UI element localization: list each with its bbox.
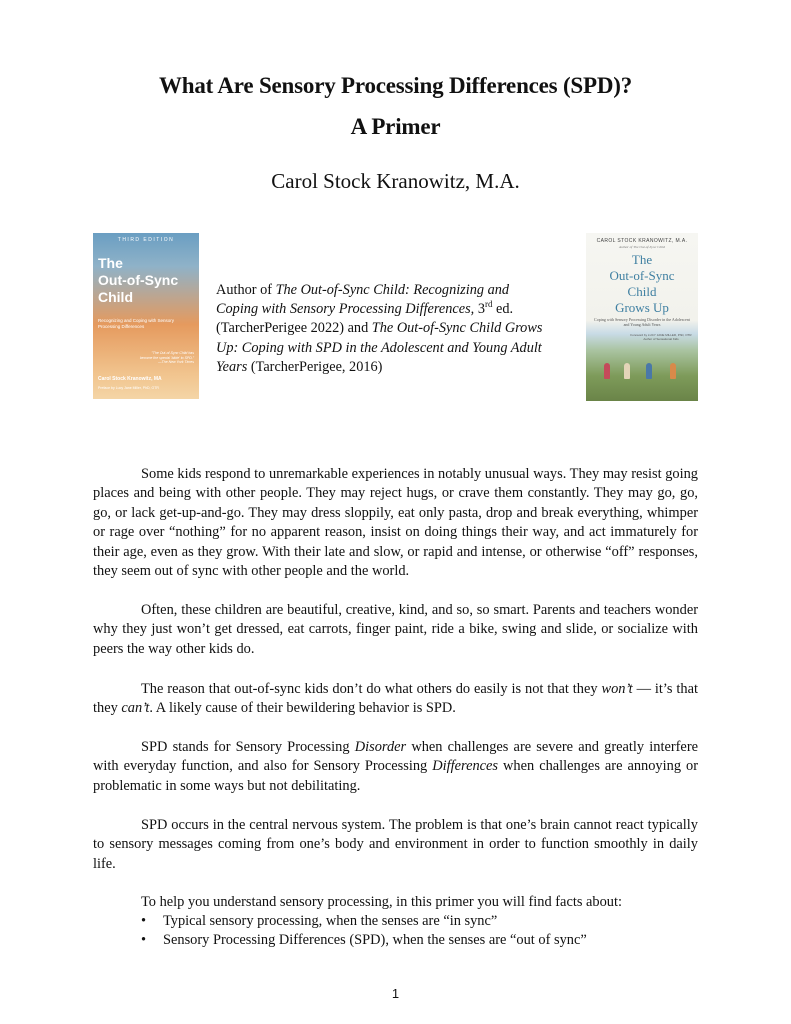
- bullet-marker: •: [141, 913, 147, 929]
- cover-photo-figure: [624, 363, 630, 379]
- document-title: What Are Sensory Processing Differences (SPD)?: [158, 73, 633, 98]
- paragraph-definition: SPD stands for Sensory Processing Disorder when challenges are severe and greatly interfere with everyday function, and also for Sensory Processing Differences when challenges are annoying or problematic in some ways but not debilitating.: [93, 739, 698, 794]
- cover-title: The Out-of-Sync Child: [98, 255, 179, 305]
- cover-edition: THIRD EDITION: [117, 237, 175, 243]
- cover-author: CAROL STOCK KRANOWITZ, M.A.: [596, 238, 688, 244]
- cover-title: The Out-of-Sync Child Grows Up: [609, 252, 675, 315]
- cover-photo-figure: [604, 363, 610, 379]
- bullet-marker: •: [141, 932, 147, 949]
- list-item: • Sensory Processing Differences (SPD), when the senses are “out of sync”: [93, 931, 698, 950]
- author-name: Carol Stock Kranowitz, M.A.: [271, 169, 520, 193]
- author-bio: Author of The Out-of-Sync Child: Recognizing and Coping with Sensory Processing Differences, 3rd ed. (TarcherPerigee 2022) and The Out-of-Sync Child Grows Up: Coping with SPD in the Adolescent and Young Adult Years (TarcherPerigee, 2016): [216, 282, 543, 375]
- cover-photo-figure: [646, 363, 652, 379]
- cover-foreword: Foreword by LUCY JANE MILLER, PhD, OTR Author of Sensational Kids: [630, 333, 692, 341]
- cover-subtitle: Recognizing and Coping with Sensory Processing Differences: [98, 318, 175, 329]
- document-subtitle: A Primer: [350, 114, 441, 139]
- paragraph-children: Often, these children are beautiful, creative, kind, and so, so smart. Parents and teachers wonder why they just won’t get dressed, eat carrots, finger paint, ride a bike, swing and slide, or socialize with peers the way other kids do.: [93, 602, 698, 657]
- paragraph-reason: The reason that out-of-sync kids don’t do what others do easily is not that they won’t — it’s that they can’t. A likely cause of their bewildering behavior is SPD.: [93, 681, 698, 717]
- book-cover-out-of-sync-child: [93, 233, 199, 399]
- cover-subtitle: Coping with Sensory Processing Disorder in the Adolescent and Young Adult Years: [594, 317, 690, 327]
- cover-photo-figure: [670, 363, 676, 379]
- page-number: 1: [391, 986, 400, 1001]
- paragraph-intro: Some kids respond to unremarkable experiences in notably unusual ways. They may resist going places and being with other people. They may reject hugs, or crave them constantly. They may go, go, go, or lack get-up-and-go. They may dress sloppily, eat only pasta, drop and break everything, whimper or rage over “nothing” for no apparent reason, insist on doing things their way, and act immaturely for their age, even as they grow. With their late and slow, or rapid and intense, or otherwise “off” responses, they seem out of sync with other people and the world.: [93, 466, 698, 580]
- paragraph-facts-intro: To help you understand sensory processing, in this primer you will find facts about:: [141, 894, 622, 910]
- paragraph-nervous-system: SPD occurs in the central nervous system. The problem is that one’s brain cannot react typically to sensory messages coming from one’s body and environment in order to function smoothly in daily life.: [93, 817, 698, 872]
- facts-list: [93, 912, 698, 951]
- cover-author-of: Author of The Out-of-Sync Child: [619, 245, 665, 249]
- cover-quote: "The Out-of-Sync Child has become the special 'bible' to SPD." —The New York Times: [139, 351, 194, 364]
- cover-author: Carol Stock Kranowitz, MA: [98, 376, 162, 382]
- cover-foreword: Preface by Lucy Jane Miller, PhD, OTR: [98, 386, 159, 390]
- book-cover-grows-up: [586, 233, 698, 401]
- list-item: • Typical sensory processing, when the senses are “in sync”: [93, 912, 698, 931]
